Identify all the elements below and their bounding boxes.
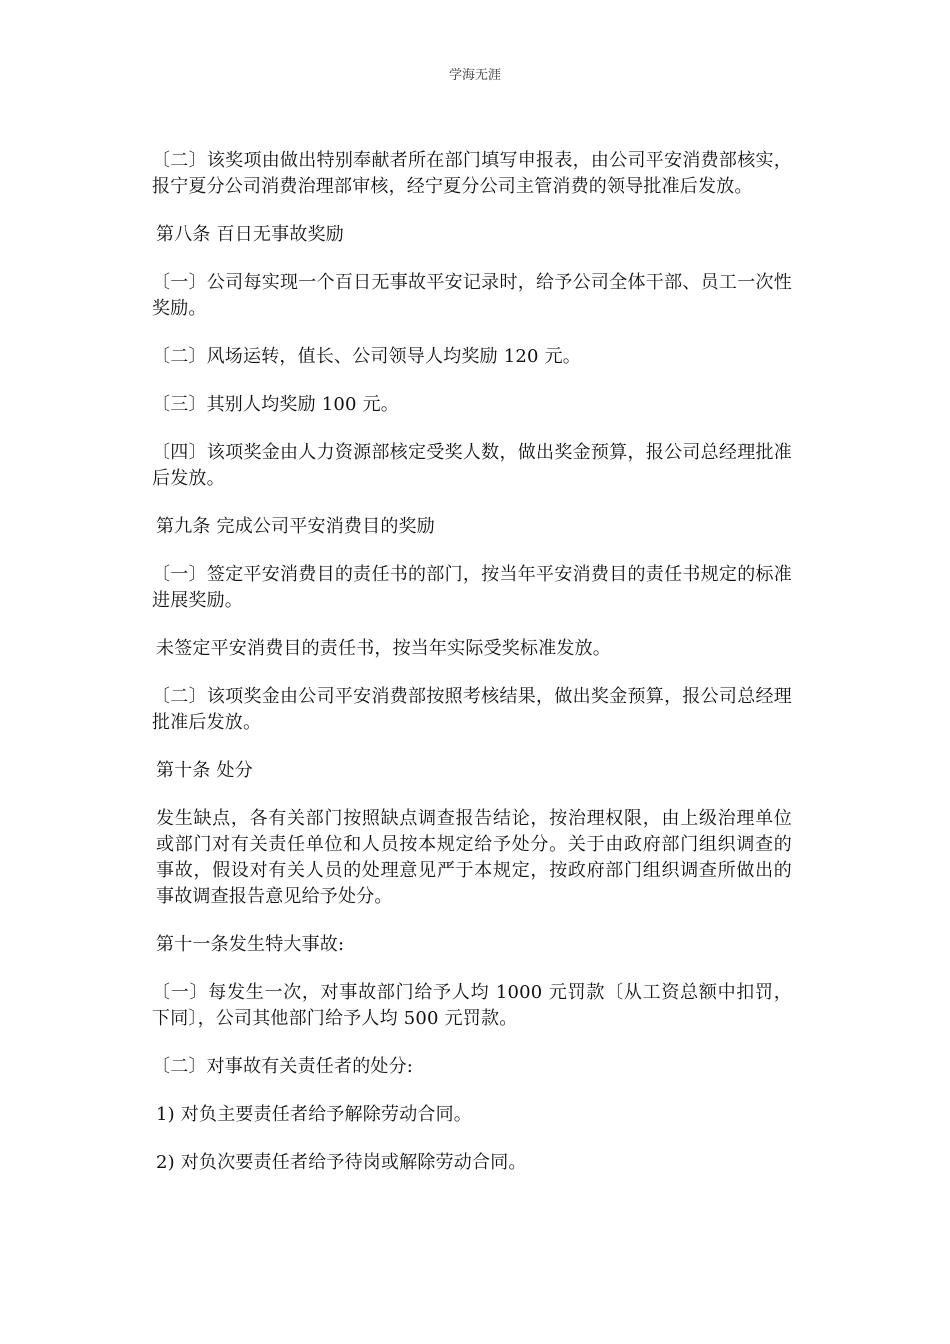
paragraph: 〔二〕该奖项由做出特别奉献者所在部门填写申报表，由公司平安消费部核实，报宁夏分公司消费治理部审核，经宁夏分公司主管消费的领导批准后发放。 (152, 150, 792, 197)
paragraph: 发生缺点，各有关部门按照缺点调查报告结论，按治理权限，由上级治理单位或部门对有关责任单位和人员按本规定给予处分。关于由政府部门组织调查的事故，假设对有关人员的处理意见严于本规定，按政府部门组织调查所做出的事故调查报告意见给予处分。 (156, 808, 792, 907)
list-item: 2) 对负次要责任者给予待岗或解除劳动合同。 (156, 1152, 527, 1173)
paragraph: 〔二〕对事故有关责任者的处分: (152, 1056, 414, 1077)
paragraph: 〔二〕风场运转，值长、公司领导人均奖励 120 元。 (152, 346, 581, 367)
page-header: 学海无涯 (448, 68, 501, 83)
paragraph: 〔四〕该项奖金由人力资源部核定受奖人数，做出奖金预算，报公司总经理批准后发放。 (152, 442, 792, 489)
section-heading: 第十条 处分 (156, 760, 253, 781)
document-body (152, 148, 792, 1198)
paragraph: 〔三〕其别人均奖励 100 元。 (152, 394, 399, 415)
paragraph: 〔一〕每发生一次，对事故部门给予人均 1000 元罚款〔从工资总额中扣罚，下同〕，公司其他部门给予人均 500 元罚款。 (152, 982, 792, 1029)
section-heading: 第八条 百日无事故奖励 (156, 224, 344, 245)
paragraph: 未签定平安消费目的责任书，按当年实际受奖标准发放。 (156, 638, 611, 659)
paragraph: 〔二〕该项奖金由公司平安消费部按照考核结果，做出奖金预算，报公司总经理批准后发放。 (152, 686, 792, 733)
section-heading: 第十一条发生特大事故: (156, 934, 345, 955)
paragraph: 〔一〕公司每实现一个百日无事故平安记录时，给予公司全体干部、员工一次性奖励。 (152, 272, 792, 319)
section-heading: 第九条 完成公司平安消费目的奖励 (156, 516, 435, 537)
paragraph: 〔一〕签定平安消费目的责任书的部门，按当年平安消费目的责任书规定的标准进展奖励。 (152, 564, 792, 611)
list-item: 1) 对负主要责任者给予解除劳动合同。 (156, 1104, 472, 1125)
